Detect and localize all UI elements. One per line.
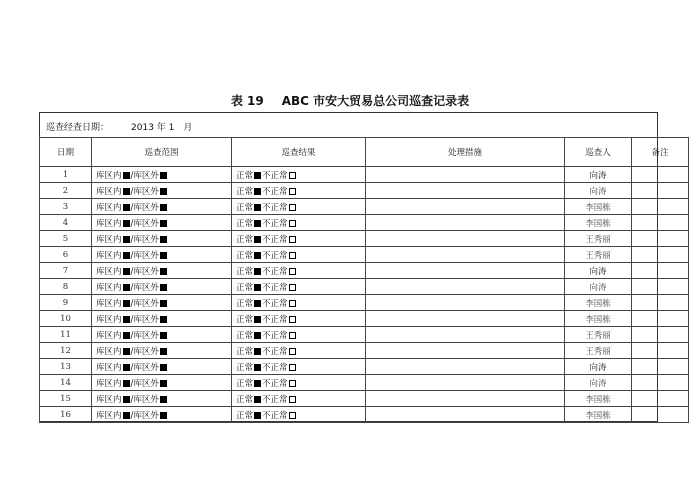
result-abnormal-label: 不正常	[262, 218, 288, 229]
page-title	[0, 92, 700, 109]
checked-box-icon	[160, 380, 167, 387]
checked-box-icon	[254, 300, 261, 307]
row-inspector: 向涛	[565, 167, 632, 183]
row-range	[92, 231, 232, 247]
col-measure-header: 处理措施	[366, 138, 565, 167]
table-row	[40, 311, 689, 327]
row-date: 8	[40, 279, 92, 295]
checked-box-icon	[123, 300, 130, 307]
table-number: 表 19	[230, 94, 264, 108]
table-title: ABC 市安大贸易总公司巡查记录表	[281, 94, 470, 108]
checked-box-icon	[254, 364, 261, 371]
row-measure	[366, 391, 565, 407]
checked-box-icon	[123, 348, 130, 355]
unchecked-box-icon	[289, 204, 296, 211]
row-remark	[632, 215, 689, 231]
row-inspector: 王秀丽	[565, 247, 632, 263]
checked-box-icon	[254, 332, 261, 339]
row-range	[92, 263, 232, 279]
row-measure	[366, 407, 565, 423]
range-outside-label: /库区外	[130, 298, 159, 309]
result-normal-label: 正常	[236, 362, 254, 373]
table-row	[40, 375, 689, 391]
row-range	[92, 215, 232, 231]
unchecked-box-icon	[289, 172, 296, 179]
result-abnormal-label: 不正常	[262, 234, 288, 245]
row-date: 16	[40, 407, 92, 423]
row-range	[92, 311, 232, 327]
range-outside-label: /库区外	[130, 266, 159, 277]
row-inspector: 向涛	[565, 375, 632, 391]
row-measure	[366, 279, 565, 295]
row-inspector: 李国栋	[565, 295, 632, 311]
checked-box-icon	[160, 188, 167, 195]
result-abnormal-label: 不正常	[262, 170, 288, 181]
checked-box-icon	[254, 396, 261, 403]
result-normal-label: 正常	[236, 266, 254, 277]
checked-box-icon	[123, 332, 130, 339]
checked-box-icon	[160, 284, 167, 291]
result-normal-label: 正常	[236, 250, 254, 261]
row-range	[92, 247, 232, 263]
row-measure	[366, 183, 565, 199]
range-outside-label: /库区外	[130, 218, 159, 229]
row-measure	[366, 199, 565, 215]
checked-box-icon	[123, 396, 130, 403]
row-result	[232, 215, 366, 231]
checked-box-icon	[160, 316, 167, 323]
row-measure	[366, 359, 565, 375]
unchecked-box-icon	[289, 236, 296, 243]
range-outside-label: /库区外	[130, 250, 159, 261]
row-remark	[632, 263, 689, 279]
checked-box-icon	[123, 268, 130, 275]
checked-box-icon	[254, 220, 261, 227]
checked-box-icon	[254, 380, 261, 387]
checked-box-icon	[123, 252, 130, 259]
row-date: 14	[40, 375, 92, 391]
range-outside-label: /库区外	[130, 186, 159, 197]
row-date: 12	[40, 343, 92, 359]
range-outside-label: /库区外	[130, 314, 159, 325]
row-range	[92, 183, 232, 199]
row-range	[92, 327, 232, 343]
range-inside-label: 库区内	[96, 362, 122, 373]
table-row	[40, 215, 689, 231]
table-row	[40, 247, 689, 263]
record-form	[39, 112, 669, 422]
table-row	[40, 183, 689, 199]
range-outside-label: /库区外	[130, 410, 159, 421]
unchecked-box-icon	[289, 396, 296, 403]
table-row	[40, 327, 689, 343]
range-inside-label: 库区内	[96, 378, 122, 389]
inspection-date-value: 2013 年 1 月	[131, 123, 193, 133]
row-date: 5	[40, 231, 92, 247]
row-inspector: 李国栋	[565, 199, 632, 215]
row-date: 11	[40, 327, 92, 343]
checked-box-icon	[254, 316, 261, 323]
range-inside-label: 库区内	[96, 234, 122, 245]
row-inspector: 王秀丽	[565, 327, 632, 343]
row-date: 6	[40, 247, 92, 263]
checked-box-icon	[123, 364, 130, 371]
range-inside-label: 库区内	[96, 330, 122, 341]
row-remark	[632, 391, 689, 407]
checked-box-icon	[123, 412, 130, 419]
row-range	[92, 375, 232, 391]
result-abnormal-label: 不正常	[262, 298, 288, 309]
range-inside-label: 库区内	[96, 250, 122, 261]
row-remark	[632, 199, 689, 215]
row-remark	[632, 167, 689, 183]
checked-box-icon	[254, 236, 261, 243]
table-row	[40, 343, 689, 359]
table-row	[40, 167, 689, 183]
row-remark	[632, 327, 689, 343]
table-row	[40, 279, 689, 295]
row-date: 1	[40, 167, 92, 183]
range-outside-label: /库区外	[130, 378, 159, 389]
checked-box-icon	[160, 348, 167, 355]
checked-box-icon	[123, 172, 130, 179]
result-normal-label: 正常	[236, 346, 254, 357]
row-measure	[366, 231, 565, 247]
row-remark	[632, 247, 689, 263]
row-measure	[366, 295, 565, 311]
table-row	[40, 295, 689, 311]
result-abnormal-label: 不正常	[262, 202, 288, 213]
row-remark	[632, 231, 689, 247]
checked-box-icon	[160, 364, 167, 371]
range-inside-label: 库区内	[96, 410, 122, 421]
unchecked-box-icon	[289, 380, 296, 387]
row-result	[232, 263, 366, 279]
checked-box-icon	[254, 348, 261, 355]
range-outside-label: /库区外	[130, 202, 159, 213]
checked-box-icon	[160, 252, 167, 259]
checked-box-icon	[160, 172, 167, 179]
result-normal-label: 正常	[236, 314, 254, 325]
col-date-header: 日期	[40, 138, 92, 167]
row-result	[232, 295, 366, 311]
row-date: 3	[40, 199, 92, 215]
row-measure	[366, 375, 565, 391]
inspection-date-line	[46, 120, 192, 133]
checked-box-icon	[123, 316, 130, 323]
col-inspector-header: 巡查人	[565, 138, 632, 167]
row-range	[92, 295, 232, 311]
result-normal-label: 正常	[236, 170, 254, 181]
row-result	[232, 247, 366, 263]
row-inspector: 李国栋	[565, 407, 632, 423]
result-abnormal-label: 不正常	[262, 346, 288, 357]
row-inspector: 向涛	[565, 263, 632, 279]
row-result	[232, 359, 366, 375]
row-result	[232, 183, 366, 199]
row-range	[92, 391, 232, 407]
row-inspector: 向涛	[565, 183, 632, 199]
unchecked-box-icon	[289, 220, 296, 227]
range-outside-label: /库区外	[130, 170, 159, 181]
result-abnormal-label: 不正常	[262, 378, 288, 389]
result-abnormal-label: 不正常	[262, 314, 288, 325]
unchecked-box-icon	[289, 364, 296, 371]
row-inspector: 李国栋	[565, 215, 632, 231]
row-remark	[632, 311, 689, 327]
range-inside-label: 库区内	[96, 298, 122, 309]
checked-box-icon	[160, 204, 167, 211]
row-remark	[632, 375, 689, 391]
checked-box-icon	[123, 380, 130, 387]
row-remark	[632, 343, 689, 359]
col-remark-header: 备注	[632, 138, 689, 167]
result-abnormal-label: 不正常	[262, 362, 288, 373]
range-inside-label: 库区内	[96, 314, 122, 325]
result-abnormal-label: 不正常	[262, 186, 288, 197]
result-normal-label: 正常	[236, 378, 254, 389]
row-inspector: 王秀丽	[565, 231, 632, 247]
header-row	[40, 138, 689, 167]
result-abnormal-label: 不正常	[262, 330, 288, 341]
row-date: 13	[40, 359, 92, 375]
result-normal-label: 正常	[236, 394, 254, 405]
unchecked-box-icon	[289, 348, 296, 355]
row-inspector: 李国栋	[565, 391, 632, 407]
result-normal-label: 正常	[236, 186, 254, 197]
result-abnormal-label: 不正常	[262, 394, 288, 405]
checked-box-icon	[254, 268, 261, 275]
row-result	[232, 231, 366, 247]
result-normal-label: 正常	[236, 330, 254, 341]
row-result	[232, 311, 366, 327]
checked-box-icon	[254, 412, 261, 419]
row-measure	[366, 343, 565, 359]
row-date: 9	[40, 295, 92, 311]
checked-box-icon	[254, 172, 261, 179]
row-remark	[632, 359, 689, 375]
range-inside-label: 库区内	[96, 202, 122, 213]
table-row	[40, 391, 689, 407]
range-outside-label: /库区外	[130, 234, 159, 245]
checked-box-icon	[254, 204, 261, 211]
range-outside-label: /库区外	[130, 394, 159, 405]
checked-box-icon	[160, 220, 167, 227]
range-inside-label: 库区内	[96, 282, 122, 293]
table-row	[40, 359, 689, 375]
row-measure	[366, 327, 565, 343]
row-measure	[366, 263, 565, 279]
range-inside-label: 库区内	[96, 346, 122, 357]
range-inside-label: 库区内	[96, 186, 122, 197]
checked-box-icon	[254, 252, 261, 259]
row-result	[232, 199, 366, 215]
row-range	[92, 167, 232, 183]
range-outside-label: /库区外	[130, 346, 159, 357]
result-normal-label: 正常	[236, 298, 254, 309]
row-inspector: 向涛	[565, 279, 632, 295]
result-normal-label: 正常	[236, 218, 254, 229]
checked-box-icon	[123, 204, 130, 211]
row-result	[232, 167, 366, 183]
checked-box-icon	[123, 220, 130, 227]
unchecked-box-icon	[289, 412, 296, 419]
range-inside-label: 库区内	[96, 266, 122, 277]
row-inspector: 王秀丽	[565, 343, 632, 359]
checked-box-icon	[160, 236, 167, 243]
range-outside-label: /库区外	[130, 282, 159, 293]
table-row	[40, 407, 689, 423]
row-remark	[632, 183, 689, 199]
unchecked-box-icon	[289, 188, 296, 195]
row-date: 15	[40, 391, 92, 407]
table-row	[40, 263, 689, 279]
checked-box-icon	[254, 284, 261, 291]
row-range	[92, 359, 232, 375]
inspection-date-label: 巡查经查日期：	[46, 123, 110, 133]
checked-box-icon	[160, 396, 167, 403]
checked-box-icon	[160, 300, 167, 307]
row-inspector: 向涛	[565, 359, 632, 375]
result-normal-label: 正常	[236, 410, 254, 421]
range-outside-label: /库区外	[130, 362, 159, 373]
row-date: 4	[40, 215, 92, 231]
result-abnormal-label: 不正常	[262, 410, 288, 421]
row-remark	[632, 295, 689, 311]
unchecked-box-icon	[289, 252, 296, 259]
checked-box-icon	[123, 284, 130, 291]
row-result	[232, 343, 366, 359]
row-measure	[366, 247, 565, 263]
unchecked-box-icon	[289, 300, 296, 307]
record-table	[39, 137, 689, 423]
range-inside-label: 库区内	[96, 170, 122, 181]
row-result	[232, 375, 366, 391]
row-remark	[632, 407, 689, 423]
table-row	[40, 199, 689, 215]
result-abnormal-label: 不正常	[262, 282, 288, 293]
checked-box-icon	[123, 236, 130, 243]
row-inspector: 李国栋	[565, 311, 632, 327]
row-measure	[366, 215, 565, 231]
row-range	[92, 199, 232, 215]
unchecked-box-icon	[289, 332, 296, 339]
unchecked-box-icon	[289, 268, 296, 275]
row-date: 7	[40, 263, 92, 279]
col-result-header: 巡查结果	[232, 138, 366, 167]
result-abnormal-label: 不正常	[262, 250, 288, 261]
row-date: 2	[40, 183, 92, 199]
range-inside-label: 库区内	[96, 218, 122, 229]
checked-box-icon	[160, 412, 167, 419]
row-remark	[632, 279, 689, 295]
row-measure	[366, 167, 565, 183]
row-result	[232, 391, 366, 407]
row-result	[232, 327, 366, 343]
checked-box-icon	[160, 332, 167, 339]
unchecked-box-icon	[289, 316, 296, 323]
col-range-header: 巡查范围	[92, 138, 232, 167]
unchecked-box-icon	[289, 284, 296, 291]
row-result	[232, 279, 366, 295]
checked-box-icon	[254, 188, 261, 195]
row-date: 10	[40, 311, 92, 327]
checked-box-icon	[160, 268, 167, 275]
result-normal-label: 正常	[236, 282, 254, 293]
row-range	[92, 279, 232, 295]
result-normal-label: 正常	[236, 234, 254, 245]
table-row	[40, 231, 689, 247]
checked-box-icon	[123, 188, 130, 195]
row-range	[92, 407, 232, 423]
range-outside-label: /库区外	[130, 330, 159, 341]
result-normal-label: 正常	[236, 202, 254, 213]
row-range	[92, 343, 232, 359]
row-measure	[366, 311, 565, 327]
row-result	[232, 407, 366, 423]
range-inside-label: 库区内	[96, 394, 122, 405]
result-abnormal-label: 不正常	[262, 266, 288, 277]
